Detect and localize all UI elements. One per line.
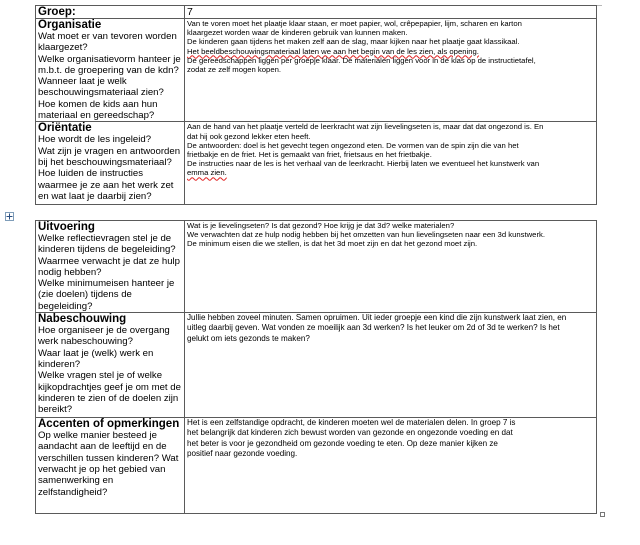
lesson-plan-table-bottom: [35, 220, 597, 514]
accenten-answer-line: Het is een zelfstandige opdracht, de kinderen moeten wel de materialen delen. In groep 7 is: [187, 418, 516, 428]
uitvoering-answer-line: De minimum eisen die we stellen, is dat het 3d moet zijn en dat het gezond moet zijn.: [187, 239, 478, 249]
table-row-orientatie: [36, 122, 597, 205]
group-value: 7: [187, 6, 193, 18]
orientatie-answer-line: Aan de hand van het plaatje verteld de leerkracht wat zijn lievelingseten is, maar dat dat ongezond is. En: [187, 122, 544, 132]
table-row-accenten: [36, 418, 597, 514]
group-value-cell[interactable]: [185, 6, 597, 19]
nabeschouwing-answer-line: gelukt om iets gezonds te maken?: [187, 333, 310, 343]
uitvoering-question-2: Waarmee verwacht je dat ze hulp nodig hebben?: [38, 255, 181, 278]
accenten-answer-cell[interactable]: [185, 418, 597, 514]
accenten-question-cell[interactable]: [36, 418, 185, 514]
table-row-uitvoering: [36, 221, 597, 313]
accenten-answer-line: het belangrijk dat kinderen zich bewust worden van gezonde en ongezonde voeding en dat: [187, 428, 513, 438]
table-row-nabeschouwing: [36, 313, 597, 418]
accenten-question-1: Op welke manier besteed je aandacht aan de leeftijd en de verschillen tussen kinderen? Wat verwacht je op het gebied van samenwerking en zelfstandigheid?: [38, 430, 179, 498]
uitvoering-answer-line: We verwachten dat ze hulp nodig hebben bij het omzetten van hun lievelingseten naar een 3d kunstwerk.: [187, 230, 545, 240]
organisatie-question-2: Welke organisatievorm hanteer je m.b.t. de groepering van de kdn?: [38, 53, 181, 76]
nabeschouwing-question-1: Hoe organiseer je de overgang werk nabeschouwing?: [38, 325, 170, 348]
accenten-title: Accenten of opmerkingen: [38, 418, 180, 431]
organisatie-title: Organisatie: [38, 19, 102, 31]
move-arrows-icon: [6, 213, 13, 220]
nabeschouwing-answer-cell[interactable]: [185, 313, 597, 418]
uitvoering-question-3: Welke minimumeisen hanteer je (zie doelen) tijdens de begeleiding?: [38, 278, 175, 312]
table-row-group: [36, 6, 597, 19]
orientatie-question-2: Wat zijn je vragen en antwoorden bij het beschouwingsmateriaal?: [38, 145, 181, 168]
organisatie-answer-line: Van te voren moet het plaatje klaar staan, er moet papier, wol, crêpepapier, lijm, scharen en karton: [187, 19, 522, 28]
nabeschouwing-question-3: Welke vragen stel je of welke kijkopdrachtjes geef je om met de kinderen te zien of de doelen zijn bereikt?: [38, 370, 181, 416]
organisatie-answer-line: klaargezet worden waar de kinderen gebruik van kunnen maken.: [187, 28, 408, 38]
organisatie-answer-cell[interactable]: [185, 19, 597, 122]
nabeschouwing-answer-line: uitleg daarbij geven. Wat vonden ze moeilijk aan 3d werken? Is het leuker om 2d of 3d te werken? Is het: [187, 323, 560, 333]
uitvoering-answer-line: Wat is je lievelingseten? Is dat gezond? Hoe krijg je dat 3d? welke materialen?: [187, 221, 455, 230]
uitvoering-title: Uitvoering: [38, 221, 95, 233]
orientatie-answer-line: dat hij ook gezond lekker eten heeft.: [187, 131, 311, 141]
orientatie-answer-line: De antwoorden: doel is het gevecht tegen ongezond eten. De vormen van de spin zijn die van het: [187, 140, 519, 150]
nabeschouwing-answer-line: Jullie hebben zoveel minuten. Samen opruimen. Uit ieder groepje een kind die zijn kunstwerk laat zien, en: [187, 313, 567, 323]
uitvoering-answer-cell[interactable]: [185, 221, 597, 313]
nabeschouwing-question-2: Waar laat je (welk) werk en kinderen?: [38, 347, 154, 370]
lesson-plan-table-top: [35, 5, 597, 205]
orientatie-question-1: Hoe wordt de les ingeleid?: [38, 134, 152, 146]
organisatie-question-3: Wanneer laat je welk beschouwingsmateriaal zien?: [38, 76, 164, 99]
orientatie-question-cell[interactable]: [36, 122, 185, 205]
uitvoering-question-cell[interactable]: [36, 221, 185, 313]
group-label-cell[interactable]: [36, 6, 185, 19]
orientatie-answer-line: De instructies naar de les is het verhaal van de leerkracht. Hierbij laten we eventueel het kunstwerk van: [187, 159, 540, 169]
organisatie-question-1: Wat moet er van tevoren worden klaargezet?: [38, 31, 177, 54]
organisatie-answer-line: zodat ze zelf mogen kopen.: [187, 65, 282, 75]
organisatie-answer-line: De gereedschappen liggen per groepje klaar. De materialen liggen voor in de klas op de instructietafel,: [187, 55, 536, 65]
uitvoering-question-1: Welke reflectievragen stel je de kinderen tijdens de begeleiding?: [38, 233, 176, 256]
organisatie-question-4: Hoe komen de kids aan hun materiaal en gereedschap?: [38, 98, 158, 122]
table-resize-handle[interactable]: [600, 512, 605, 517]
orientatie-title: Oriëntatie: [38, 122, 92, 135]
nabeschouwing-title: Nabeschouwing: [38, 313, 127, 326]
orientatie-question-3: Hoe luiden de instructies waarmee je ze aan het werk zet en wat laat je daarbij zien?: [38, 168, 174, 202]
orientatie-answer-cell[interactable]: [185, 122, 597, 205]
accenten-answer-line: het beter is voor je gezondheid om gezonde voeding te eten. Op deze manier kijken ze: [187, 438, 498, 448]
organisatie-answer-line: Het beeldbeschouwingsmateriaal laten we aan het begin van de les zien, als opening.: [187, 46, 479, 56]
table-row-organisatie: [36, 19, 597, 122]
nabeschouwing-question-cell[interactable]: [36, 313, 185, 418]
organisatie-question-cell[interactable]: [36, 19, 185, 122]
table-move-handle[interactable]: [5, 212, 14, 221]
accenten-answer-line: positief naar gezonde voeding.: [187, 449, 298, 459]
group-label: Groep:: [38, 6, 76, 18]
orientatie-answer-line: emma zien.: [187, 168, 227, 178]
organisatie-answer-line: De kinderen gaan tijdens het maken zelf aan de slag, maar kijken naar het plaatje gaat klassikaal.: [187, 37, 520, 47]
orientatie-answer-line: frietbakje en de friet. Het is gemaakt van friet, frietsaus en het frietbakje.: [187, 149, 432, 159]
